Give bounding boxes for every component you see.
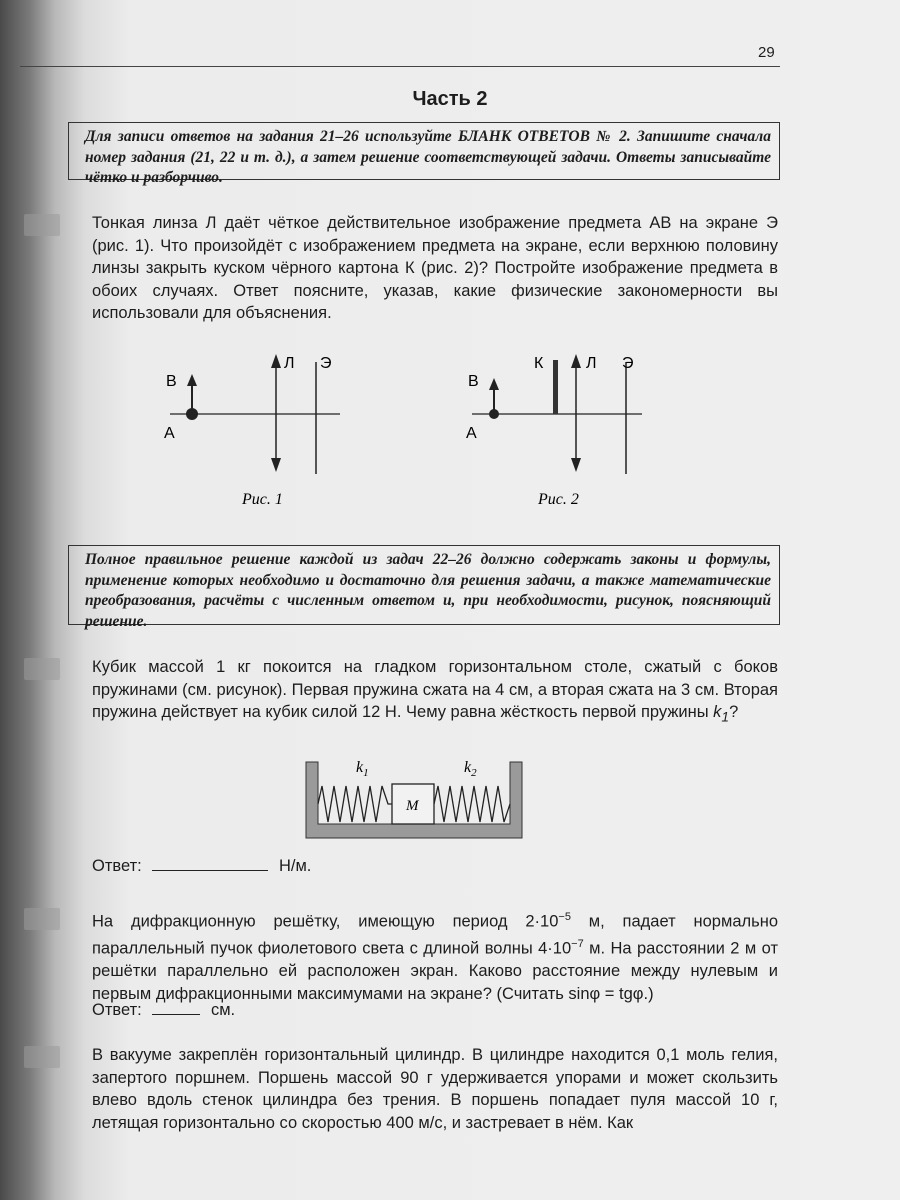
task-22-text-main: Кубик массой 1 кг покоится на гладком горизонтальном столе, сжатый с боков пружинами (см. рисунок). Первая пружина сжата на 4 см, а вторая сжата на 3 см. Вторая пружина действует на кубик силой 12 Н. Чему равна жёсткость первой пружины xyxy=(92,658,778,721)
answer-label: Ответ: xyxy=(92,1001,142,1019)
figure-2-caption: Рис. 2 xyxy=(538,491,579,508)
label-screen: Э xyxy=(320,355,332,372)
lens-arrow-top xyxy=(571,354,581,368)
k1-symbol: k xyxy=(713,703,722,721)
task-23-text xyxy=(92,906,778,1005)
task-23-part-1: На дифракционную решётку, имеющую период 2·10 xyxy=(92,912,559,931)
answer-label: Ответ: xyxy=(92,857,142,875)
label-k1-sub: 1 xyxy=(363,767,369,779)
label-card: К xyxy=(534,355,544,372)
spring-cube-figure xyxy=(306,756,522,838)
exponent-1: −5 xyxy=(558,911,571,923)
header-rule xyxy=(20,66,780,67)
label-screen: Э xyxy=(622,355,634,372)
label-k1 xyxy=(356,759,369,779)
spring-k2 xyxy=(434,786,510,822)
page-number: 29 xyxy=(758,44,775,61)
object-arrowhead xyxy=(489,378,499,390)
exponent-2: −7 xyxy=(571,938,584,950)
part-title: Часть 2 xyxy=(412,88,488,110)
task-21-number-mark xyxy=(24,214,60,236)
label-mass: M xyxy=(406,798,419,814)
answer-blank-line[interactable] xyxy=(152,1000,200,1015)
task-22-text xyxy=(92,656,778,729)
task-22-number-mark xyxy=(24,658,60,680)
object-point-a xyxy=(489,409,499,419)
object-point-a xyxy=(186,408,198,420)
figure-1-caption: Рис. 1 xyxy=(242,491,283,508)
label-k1-k: k xyxy=(356,759,364,776)
lens-arrow-top xyxy=(271,354,281,368)
lens-arrow-bottom xyxy=(571,458,581,472)
instructions-box-answer-sheet: Для записи ответов на задания 21–26 используйте БЛАНК ОТВЕТОВ № 2. Запишите сначала номер задания (21, 22 и т. д.), а затем решение соответствующей задачи. Ответы записывайте чётко и разборчиво. xyxy=(68,122,780,180)
object-arrowhead xyxy=(187,374,197,386)
task-23-part-2: м, падает нормально параллельный пучок фиолетового света с длиной волны 4·10 xyxy=(92,912,779,958)
task-23-number-mark xyxy=(24,908,60,930)
lens-arrow-bottom xyxy=(271,458,281,472)
task-22-answer xyxy=(92,856,311,876)
answer-unit: Н/м. xyxy=(278,857,312,875)
task-24-text: В вакууме закреплён горизонтальный цилиндр. В цилиндре находится 0,1 моль гелия, запертого поршнем. Поршень массой 90 г удерживается упорами и может скользить влево вдоль стенок цилиндра без трения. В поршень попадает пуля массой 10 г, летящая горизонтально со скоростью 400 м/с, и застревает в нём. Как xyxy=(92,1046,778,1132)
figure-1-lens-diagram xyxy=(150,348,350,508)
label-a: A xyxy=(164,425,175,442)
label-k2 xyxy=(464,759,477,779)
figure-2-lens-diagram xyxy=(452,348,652,508)
task-21-text: Тонкая линза Л даёт чёткое действительное изображение предмета АВ на экране Э (рис. 1). Что произойдёт с изображением предмета на экране, если верхнюю половину линзы закрыть куском чёрного картона К (рис. 2)? Постройте изображение предмета в обоих случаях. Ответ поясните, указав, какие физические закономерности вы использовали для объяснения. xyxy=(92,214,778,322)
task-23-part-3: м. На расстоянии 2 м от решётки параллельно ей расположен экран. Каково расстояние между нулевым и первым дифракционными максимумами на экране? (Считать sinφ = tgφ.) xyxy=(92,939,778,1003)
label-b: B xyxy=(166,373,177,390)
label-k2-sub: 2 xyxy=(471,767,477,779)
label-b: B xyxy=(468,373,479,390)
label-k2-k: k xyxy=(464,759,472,776)
task-23-answer xyxy=(92,1000,235,1020)
label-lens: Л xyxy=(586,355,597,372)
instructions-box-full-solution: Полное правильное решение каждой из задач 22–26 должно содержать законы и формулы, применение которых необходимо и достаточно для решения задачи, а также математические преобразования, расчёты с численным ответом и, при необходимости, рисунок, поясняющий решение. xyxy=(68,545,780,625)
k1-subscript: 1 xyxy=(721,709,730,725)
label-lens: Л xyxy=(284,355,295,372)
task-24-number-mark xyxy=(24,1046,60,1068)
spring-k1 xyxy=(318,786,392,822)
answer-blank-line[interactable] xyxy=(152,856,268,871)
answer-unit: см. xyxy=(210,1001,236,1019)
label-a: A xyxy=(466,425,477,442)
black-card xyxy=(553,360,558,414)
task-22-question-mark: ? xyxy=(729,703,739,721)
